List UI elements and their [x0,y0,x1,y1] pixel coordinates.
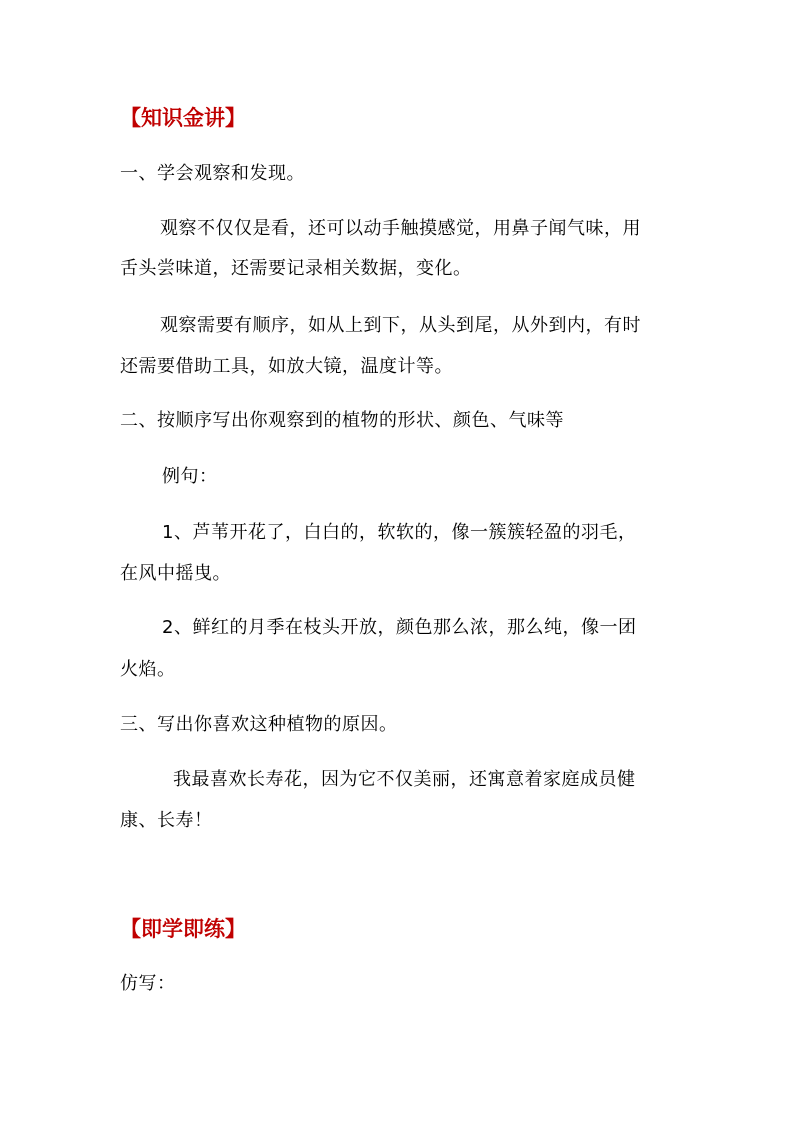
example1-line1: 1、芦苇开花了，白白的，软软的，像一簇簇轻盈的羽毛， [162,522,637,543]
para1-line1: 观察不仅仅是看，还可以动手触摸感觉，用鼻子闻气味，用 [160,218,641,239]
practice-heading-text: 【即学即练】 [120,917,246,941]
example1-line2: 在风中摇曳。 [120,563,231,584]
para2-line2: 还需要借助工具，如放大镜，温度计等。 [120,356,453,377]
practice-section-heading [120,915,246,943]
item3-title: 三、写出你喜欢这种植物的原因。 [120,714,398,735]
example-label: 例句： [162,466,218,487]
item1-title: 一、学会观察和发现。 [120,163,305,184]
practice-prompt: 仿写： [120,973,176,994]
example2-line1: 2、鲜红的月季在枝头开放，颜色那么浓，那么纯，像一团 [162,617,637,638]
item2-title: 二、按顺序写出你观察到的植物的形状、颜色、气味等 [120,410,564,431]
knowledge-heading-text: 【知识金讲】 [120,106,246,130]
example2-line2: 火焰。 [120,659,176,680]
reason-line2: 康、长寿！ [120,810,213,831]
knowledge-section-heading [120,104,246,132]
reason-line1: 我最喜欢长寿花，因为它不仅美丽，还寓意着家庭成员健 [173,769,636,790]
para2-line1: 观察需要有顺序，如从上到下，从头到尾，从外到内，有时 [160,315,641,336]
para1-line2: 舌头尝味道，还需要记录相关数据，变化。 [120,258,472,279]
